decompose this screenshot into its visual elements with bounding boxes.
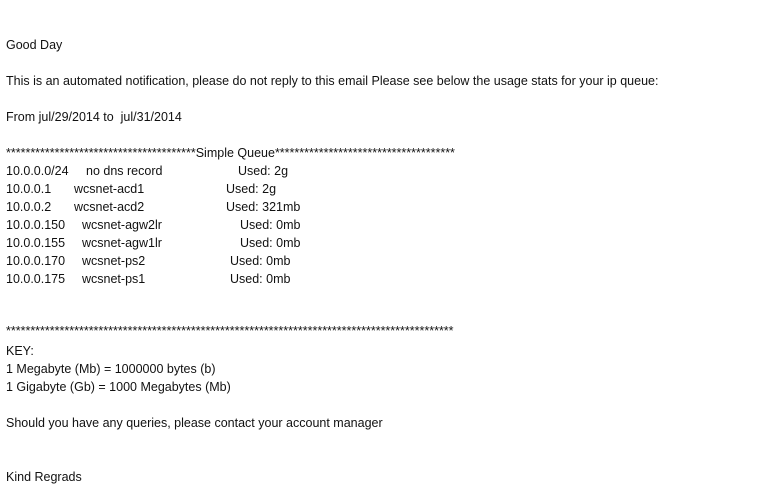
- queue-row-ip: 10.0.0.170: [6, 254, 66, 268]
- key-megabyte: 1 Megabyte (Mb) = 1000000 bytes (b): [6, 362, 216, 376]
- queue-row-name: wcsnet-acd1: [74, 182, 145, 196]
- period-text: From jul/29/2014 to jul/31/2014: [6, 110, 182, 124]
- greeting: Good Day: [6, 38, 63, 52]
- queue-row-name: wcsnet-ps1: [82, 272, 146, 286]
- queue-header-stars-right: *************************************: [274, 146, 455, 160]
- queue-row-usage: Used: 0mb: [240, 218, 301, 232]
- footer-separator: ********************************************************************************************: [6, 324, 454, 338]
- queue-row-usage: Used: 321mb: [226, 200, 301, 214]
- queue-header-title: Simple Queue: [195, 146, 275, 160]
- queue-header-stars-left: ***************************************: [6, 146, 196, 160]
- queue-row-ip: 10.0.0.175: [6, 272, 66, 286]
- queue-row-ip: 10.0.0.0/24: [6, 164, 69, 178]
- queue-row-usage: Used: 0mb: [230, 272, 291, 286]
- queue-row-name: wcsnet-agw2lr: [82, 218, 162, 232]
- queue-row-ip: 10.0.0.150: [6, 218, 66, 232]
- queue-row-ip: 10.0.0.155: [6, 236, 66, 250]
- queue-row-ip: 10.0.0.2: [6, 200, 52, 214]
- queue-row-usage: Used: 0mb: [240, 236, 301, 250]
- queries-text: Should you have any queries, please contact your account manager: [6, 416, 383, 430]
- queue-row-name: wcsnet-acd2: [74, 200, 145, 214]
- queue-row-name: wcsnet-ps2: [82, 254, 146, 268]
- queue-header: [6, 145, 455, 161]
- queue-row-ip: 10.0.0.1: [6, 182, 52, 196]
- queue-row-name: wcsnet-agw1lr: [82, 236, 162, 250]
- intro-text: This is an automated notification, please do not reply to this email Please see below the usage stats for your ip queue:: [6, 74, 659, 88]
- queue-row-name: no dns record: [86, 164, 163, 178]
- signoff: Kind Regrads: [6, 470, 82, 484]
- queue-row-usage: Used: 2g: [226, 182, 277, 196]
- queue-row-usage: Used: 0mb: [230, 254, 291, 268]
- key-label: KEY:: [6, 344, 34, 358]
- key-gigabyte: 1 Gigabyte (Gb) = 1000 Megabytes (Mb): [6, 380, 231, 394]
- queue-row-usage: Used: 2g: [238, 164, 289, 178]
